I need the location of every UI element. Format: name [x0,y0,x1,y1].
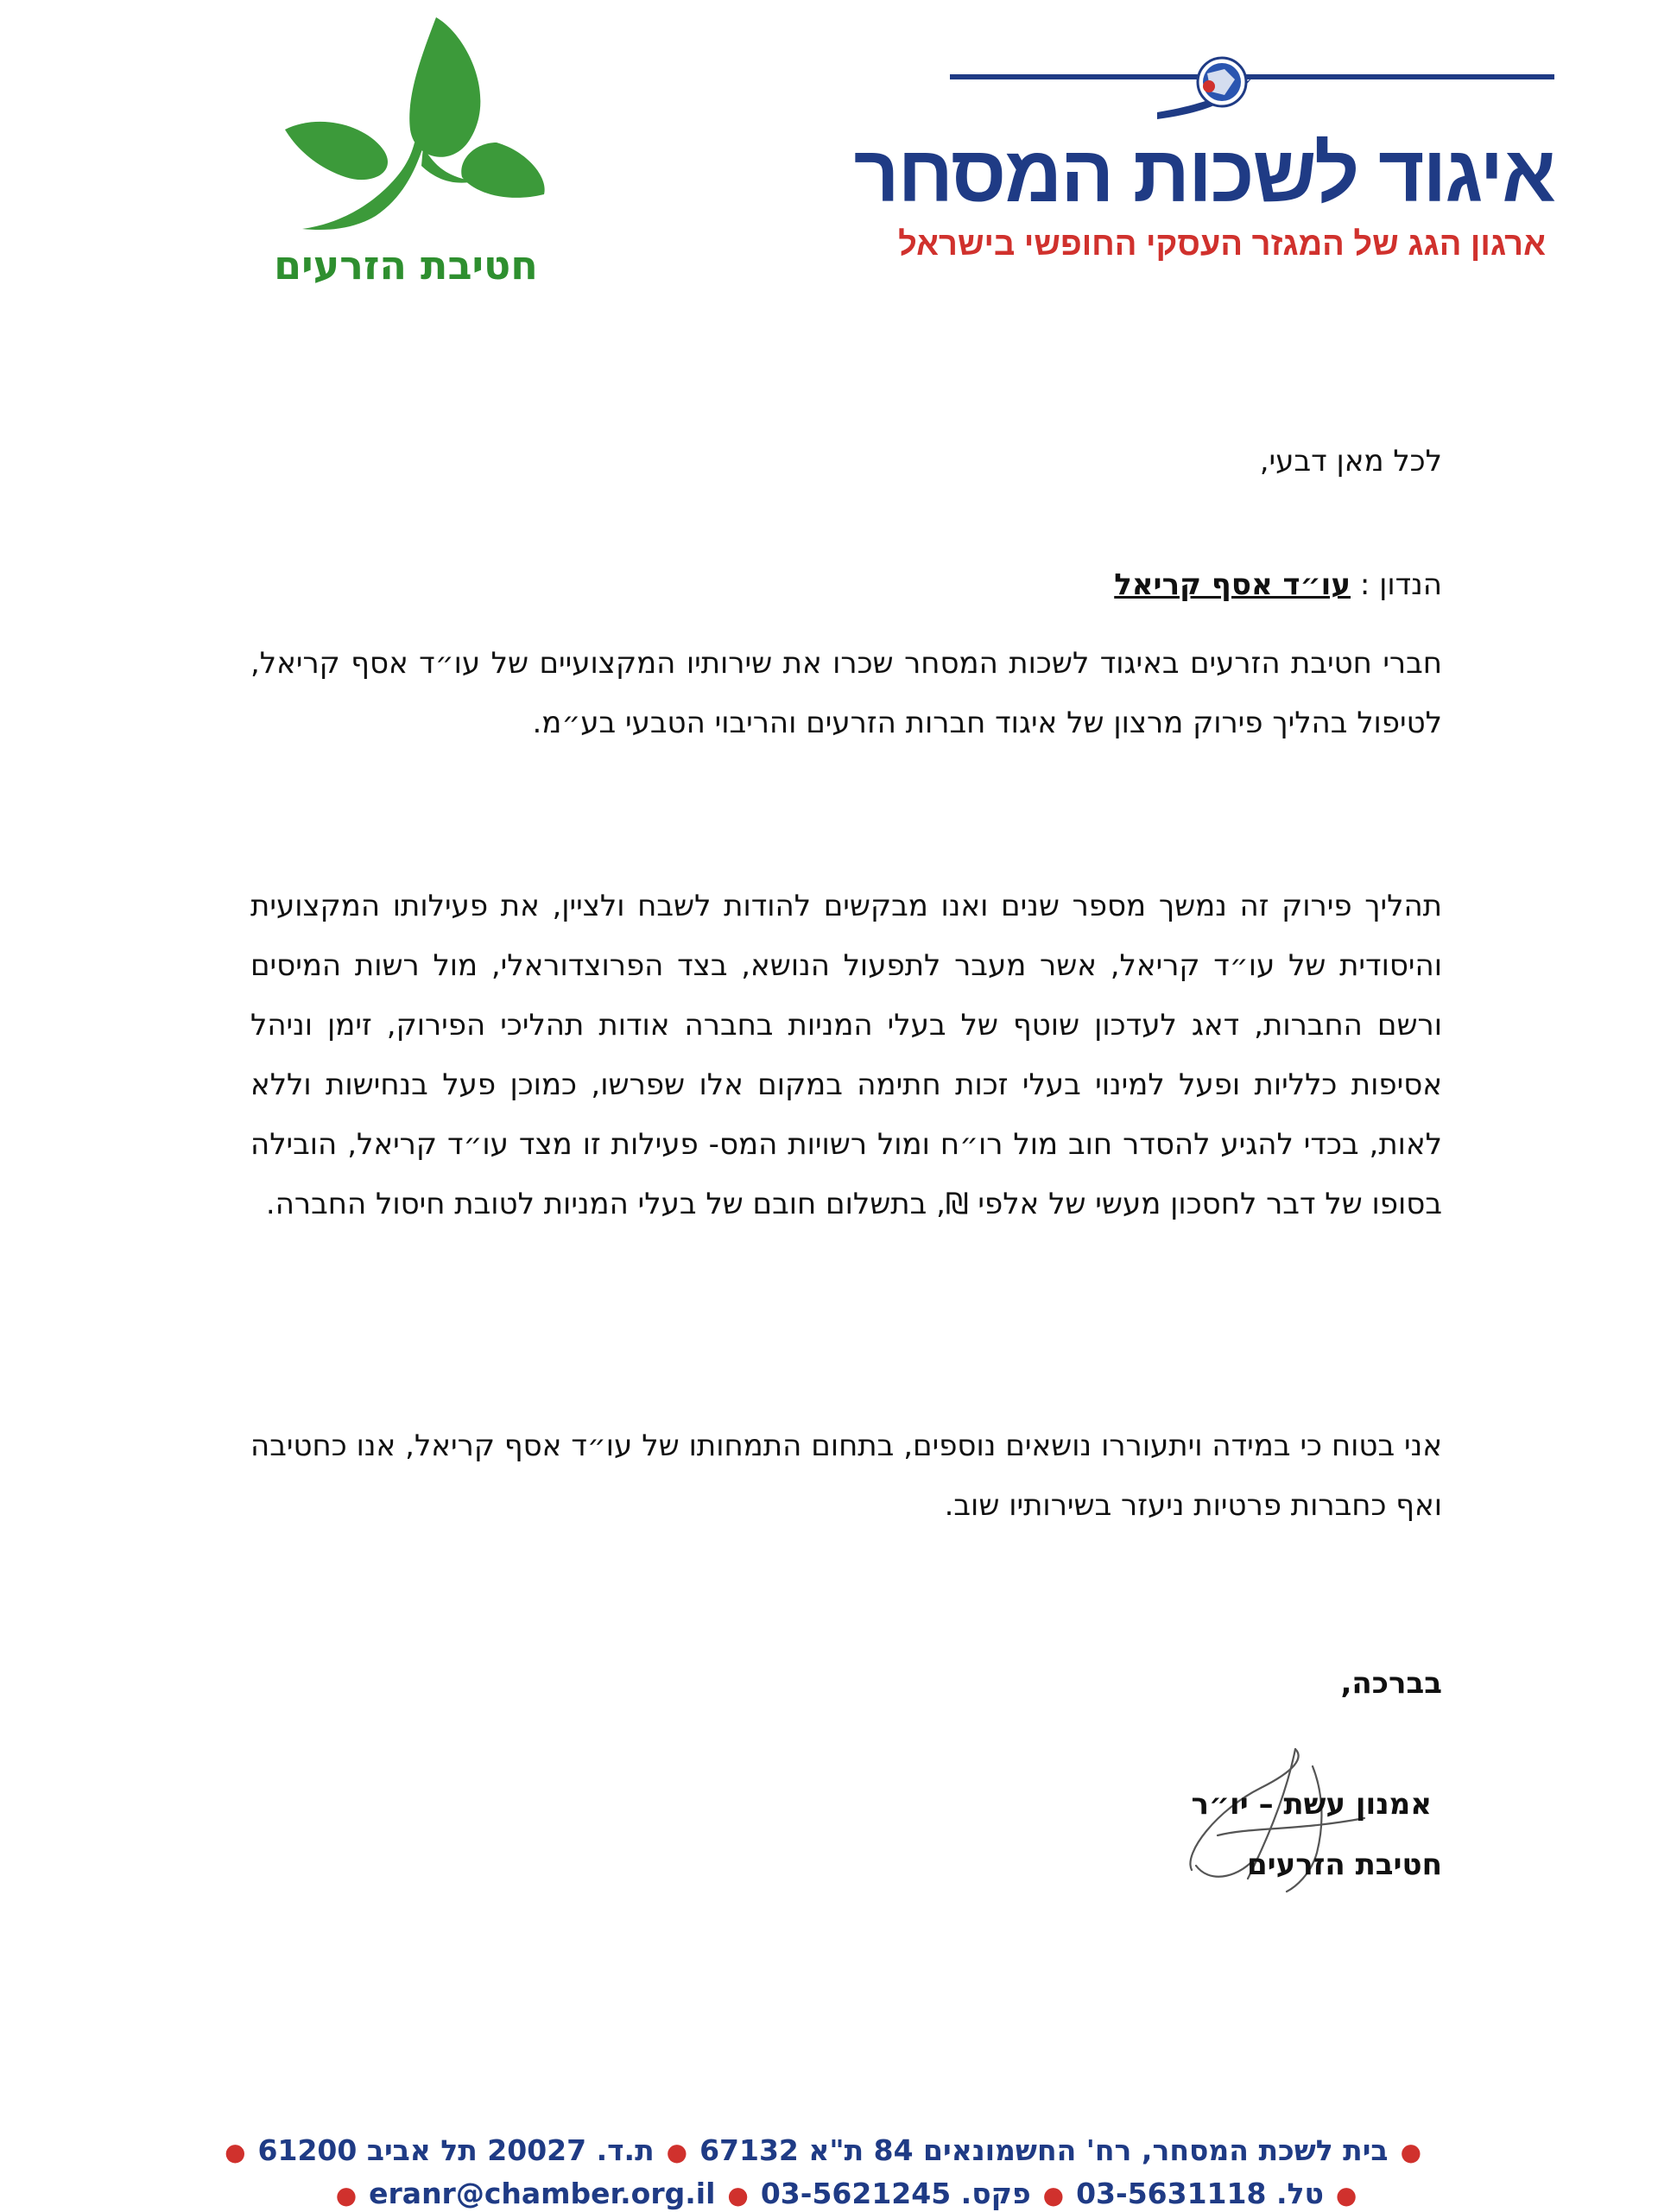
bullet-icon: ● [1042,2181,1065,2209]
seeds-division-name: חטיבת הזרעים [274,242,538,288]
subject-name: עו״ד אסף קריאל [1114,567,1351,602]
bullet-icon: ● [335,2181,358,2209]
letter-paragraph: תהליך פירוק זה נמשך מספר שנים ואנו מבקשים להודות לשבח ולציין, את פעילותו המקצועית והיסודית של עו״ד קריאל, אשר מעבר לתפעול הנושא, בצד הפרוצדוראלי, מול רשות המיסים ורשם החברות, דאג לעדכון שוטף של בעלי המניות בחברה אודות תהליכי הפירוק, זימן וניהל אסיפות כלליות ופעל למינוי בעלי זכות חתימה במקום אלו שפרשו, כמוכן פעל בנחישות וללא לאות, בכדי להגיע להסדר חוב מול רו״ח ומול רשויות המס- פעילות זו מצד עו״ד קריאל, הובילה בסופו של דבר לחסכון מעשי של אלפי ₪, בתשלום חובם של בעלי המניות לטובת חיסול החברה. [250,889,1442,1221]
chamber-tagline: ארגון הגג של המגזר העסקי החופשי בישראל [898,226,1546,263]
letter-paragraph: חברי חטיבת הזרעים באיגוד לשכות המסחר שכרו את שירותיו המקצועיים של עו״ד אסף קריאל, לטיפול בהליך פירוק מרצון של איגוד חברות הזרעים והריבוי הטבעי בע״מ. [250,646,1442,740]
subject-label: הנדון : [1359,567,1442,602]
footer-address-line [225,2133,1433,2167]
bullet-icon: ● [666,2138,688,2166]
bullet-icon: ● [1335,2181,1357,2209]
footer-phone: טל. 03-5631118 [1076,2177,1324,2210]
letter-closing: בברכה, [1340,1666,1442,1701]
footer-fax: פקס. 03-5621245 [760,2177,1031,2210]
footer-email[interactable]: eranr@chamber.org.il [369,2177,716,2210]
signer-name: אמנון עשת – יו״ר [1191,1787,1432,1822]
letter-subject [1114,555,1442,615]
footer-po-box: ת.ד. 20027 תל אביב 61200 [257,2133,655,2167]
bullet-icon: ● [225,2138,246,2166]
bullet-icon: ● [1400,2138,1421,2166]
signer-organization: חטיבת הזרעים [1246,1848,1442,1882]
footer-address: בית לשכת המסחר, רח' החשמונאים 84 ת"א 67132 [699,2133,1389,2167]
chamber-name: איגוד לשכות המסחר [853,130,1554,219]
bullet-icon: ● [727,2181,749,2209]
letter-paragraph: אני בטוח כי במידה ויתעוררו נושאים נוספים, בתחום התמחותו של עו״ד אסף קריאל, אנו כחטיבה ואף כחברות פרטיות ניעזר בשירותיו שוב. [250,1429,1442,1523]
footer-contact-line [259,2177,1433,2210]
letter-greeting: לכל מאן דבעי, [1259,444,1442,479]
